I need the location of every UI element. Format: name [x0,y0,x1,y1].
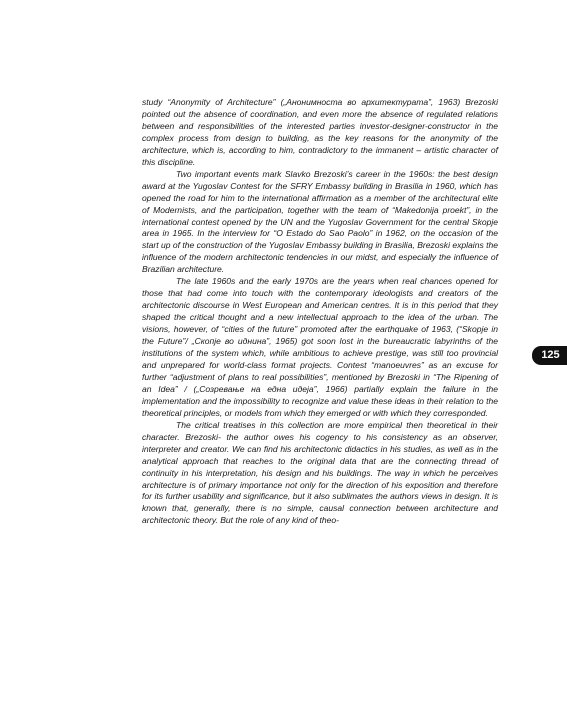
paragraph-career-1960s: Two important events mark Slavko Brezoski’s career in the 1960s: the best design award at the Yugoslav Contest for the SFRY Embassy building in Brasilia in 1960, which has opened the road for him to the international affirmation as a member of the architectural elite of Modernists, and the participation, together with the team of “Makedonija proekt”, in the international contest opened by the UN and the Yugoslav Government for the central Skopje area in 1965. In the interview for “O Estado do Sao Paolo” in 1962, on the occasion of the start up of the construction of the Yugoslav Embassy building in Brasilia, Brezoski explains the influence of the modern architectonic tendencies in our midst, and especially the influence of Brazilian architecture. [142,168,498,275]
page-number-badge: 125 [532,346,567,365]
body-text [142,97,498,527]
paragraph-anonymity: study “Anonymity of Architecture” („Анонимноста во архитектурата”, 1963) Brezoski pointed out the absence of coordination, and even more the absence of regulated relations between and responsibilities of the interested parties investor-designer-constructor in the complex process from design to building, as the key reasons for the anonymity of the architecture, which is, according to him, contradictory to the immanent – artistic character of this discipline. [142,97,498,167]
paragraph-critical-treatises: The critical treatises in this collection are more empirical then theoretical in their character. Brezoski- the author owes his cogency to his consistency as an observer, interpreter and creator. We can find his architectonic didactics in his studies, as well as in the analytical approach that reaches to the original data that are the connecting thread of continuity in his interpretation, his design and his buildings. The way in which he perceives architecture is of primary importance not only for the direction of his exposition and therefore for its further usability and significance, but it also sublimates the authors views in design. It is known that, generally, there is no simple, causal connection between architecture and architectonic theory. But the role of any kind of theo- [142,419,498,526]
paragraph-late-1960s: The late 1960s and the early 1970s are the years when real chances opened for those that had come into touch with the contemporary ideologists and creators of the architectonic discourse in West European and American centres. It is in this period that they shaped the critical thought and a new intellectual approach to the idea of the urban. The visions, however, of “cities of the future” promoted after the earthquake of 1963, (“Skopje in the Future”/ „Скопје во иднина”, 1965) got soon lost in the bureaucratic labyrinths of the institutions of the system which, while ambitious to achieve prestige, was still too provincial and unprepared for world-class format projects. Contest “manoeuvres” as an excuse for further “adjustment of plans to real possibilities”, mentioned by Brezoski in “The Ripening of an Idea” / („Созревање на една идеја”, 1966) partially explain the failure in the implementation and the impossibility to recognize and value these ideas in their relation to the theoretical principles, or models from which they emerged or with which they corresponded. [142,276,498,418]
